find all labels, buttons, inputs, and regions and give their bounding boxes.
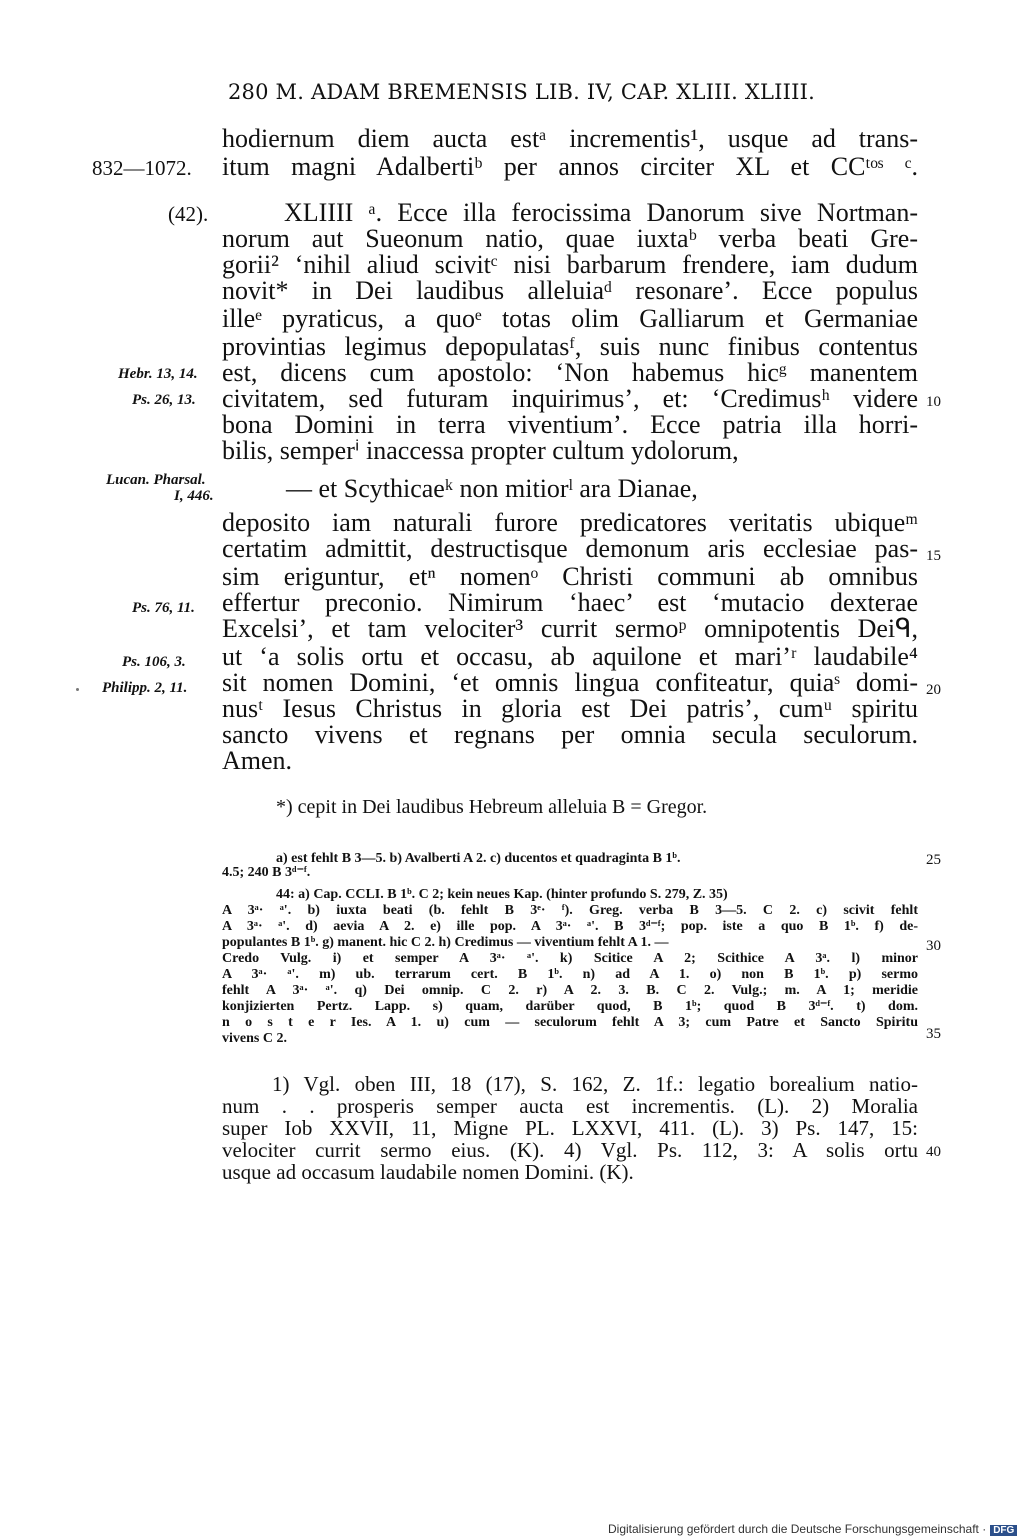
- apparatus-line: populantes B 1ᵇ. g) manent. hic C 2. h) Credimus — viventium fehlt A 1. —: [222, 935, 669, 950]
- chapter-heading-line: XLIIII ᵃ. Ecce illa ferocissima Danorum sive Nortman-: [284, 198, 918, 227]
- apparatus-line: A 3ᵃ· ᵃ'. m) ub. terrarum cert. B 1ᵇ. n) ad A 1. o) non B 1ᵇ. p) sermo: [222, 967, 918, 982]
- line-number-15: 15: [926, 548, 941, 564]
- margin-ref-ps76: Ps. 76, 11.: [132, 600, 195, 616]
- footnote-line: velociter currit sermo eius. (K). 4) Vgl. Ps. 112, 3: A solis ortu: [222, 1138, 918, 1162]
- text-line: nusᵗ Iesus Christus in gloria est Dei patris’, cumᵘ spiritu: [222, 694, 918, 723]
- text-line: provintias legimus depopulatasᶠ, suis nunc finibus contentus: [222, 332, 918, 361]
- line-number-35: 35: [926, 1026, 941, 1042]
- footnote-line: 1) Vgl. oben III, 18 (17), S. 162, Z. 1f.: legatio borealium natio-: [272, 1072, 918, 1096]
- margin-ref-lucan-2: I, 446.: [174, 488, 214, 504]
- text-line: ut ‘a solis ortu et occasu, ab aquilone et mari’ʳ laudabile⁴: [222, 642, 918, 671]
- footnote-line: super Iob XXVII, 11, Migne PL. LXXVI, 411. (L). 3) Ps. 147, 15:: [222, 1116, 918, 1140]
- text-line: effertur preconio. Nimirum ‘haec’ est ‘mutacio dexterae: [222, 588, 918, 617]
- margin-ref-ps26: Ps. 26, 13.: [132, 392, 196, 408]
- text-line: est, dicens cum apostolo: ‘Non habemus hicᵍ manentem: [222, 358, 918, 387]
- apparatus-line: A 3ᵃ· ᵃ'. d) aevia A 2. e) ille pop. A 3ᵃ· ᵃ'. B 3ᵈ⁻ᶠ; pop. iste a quo B 1ᵇ. f) de-: [222, 919, 918, 934]
- star-note: *) cepit in Dei laudibus Hebreum alleluia B = Gregor.: [276, 796, 708, 818]
- apparatus-line: konjizierten Pertz. Lapp. s) quam, darüber quod, B 1ᵇ; quod B 3ᵈ⁻ᶠ. t) dom.: [222, 999, 918, 1014]
- text-line: gorii² ‘nihil aliud scivitᶜ nisi barbarum frendere, iam dudum: [222, 250, 918, 279]
- apparatus-line: fehlt A 3ᵃ· ᵃ'. q) Dei omnip. C 2. r) A 2. 3. B. C 2. Vulg.; m. A 1; meridie: [222, 983, 918, 998]
- text-line: itum magni Adalbertiᵇ per annos circiter XL et CCᵗᵒˢ ᶜ.: [222, 152, 918, 181]
- footer-text: Digitalisierung gefördert durch die Deutsche Forschungsgemeinschaft ·: [608, 1522, 987, 1536]
- text-line: novit* in Dei laudibus alleluiaᵈ resonare’. Ecce populus: [222, 276, 918, 305]
- text-line: sancto vivens et regnans per omnia secula seculorum.: [222, 720, 918, 749]
- margin-ref-hebr: Hebr. 13, 14.: [118, 366, 198, 382]
- text-line: bona Domini in terra viventium’. Ecce patria illa horri-: [222, 410, 918, 439]
- dfg-logo: DFG: [990, 1525, 1017, 1536]
- margin-chapter: (42).: [168, 202, 209, 226]
- apparatus-line: 44: a) Cap. CCLI. B 1ᵇ. C 2; kein neues Kap. (hinter profundo S. 279, Z. 35): [276, 887, 728, 902]
- text-line: sit nomen Domini, ‘et omnis lingua confiteatur, quiaˢ domi-: [222, 668, 918, 697]
- line-number-20: 20: [926, 682, 941, 698]
- text-line: certatim admittit, destructisque demonum aris ecclesiae pas-: [222, 534, 918, 563]
- text-line: sim eriguntur, etⁿ nomenᵒ Christi communi ab omnibus: [222, 562, 918, 591]
- text-line: deposito iam naturali furore predicatores veritatis ubiqueᵐ: [222, 508, 918, 537]
- line-number-40: 40: [926, 1144, 941, 1160]
- quote-line: — et Scythicaeᵏ non mitiorˡ ara Dianae,: [286, 474, 698, 503]
- apparatus-line: Credo Vulg. i) et semper A 3ᵃ· ᵃ'. k) Scitice A 2; Scithice A 3ᵃ. l) minor: [222, 951, 918, 966]
- running-header: 280 M. ADAM BREMENSIS LIB. IV, CAP. XLIII. XLIIII.: [228, 80, 815, 104]
- text-line: Excelsi’, et tam velociter³ currit sermoᵖ omnipotentis Deiᑫ,: [222, 614, 918, 643]
- margin-ref-philipp: Philipp. 2, 11.: [102, 680, 188, 696]
- text-line: Amen.: [222, 746, 293, 775]
- footnote-line: num . . prosperis semper aucta est incrementis. (L). 2) Moralia: [222, 1094, 918, 1118]
- text-line: hodiernum diem aucta estᵃ incrementis¹, usque ad trans-: [222, 124, 918, 153]
- line-number-25: 25: [926, 852, 941, 868]
- margin-ref-ps106: Ps. 106, 3.: [122, 654, 186, 670]
- apparatus-line: 4.5; 240 B 3ᵈ⁻ᶠ.: [222, 865, 311, 880]
- apparatus-line: a) est fehlt B 3—5. b) Avalberti A 2. c) ducentos et quadraginta B 1ᵇ.: [276, 851, 681, 866]
- line-number-10: 10: [926, 394, 941, 410]
- text-line: bilis, semperⁱ inaccessa propter cultum ydolorum,: [222, 436, 739, 465]
- footnote-line: usque ad occasum laudabile nomen Domini. (K).: [222, 1160, 634, 1184]
- margin-ref-lucan-1: Lucan. Pharsal.: [106, 472, 206, 488]
- line-number-30: 30: [926, 938, 941, 954]
- apparatus-line: vivens C 2.: [222, 1031, 287, 1046]
- text-line: illeᵉ pyraticus, a quoᵉ totas olim Galliarum et Germaniae: [222, 304, 918, 333]
- text-line: civitatem, sed futuram inquirimus’, et: ‘Credimusʰ videre: [222, 384, 918, 413]
- apparatus-line: n o s t e r Ies. A 1. u) cum — seculorum fehlt A 3; cum Patre et Sancto Spiritu: [222, 1015, 918, 1030]
- apparatus-line: A 3ᵃ· ᵃ'. b) iuxta beati (b. fehlt B 3ᵉ· ᶠ). Greg. verba B 3—5. C 2. c) scivit fehlt: [222, 903, 918, 918]
- margin-years: 832—1072.: [92, 156, 192, 180]
- digitization-footer: [608, 1522, 1017, 1536]
- text-line: norum aut Sueonum natio, quae iuxtaᵇ verba beati Gre-: [222, 224, 918, 253]
- speck: [76, 688, 79, 691]
